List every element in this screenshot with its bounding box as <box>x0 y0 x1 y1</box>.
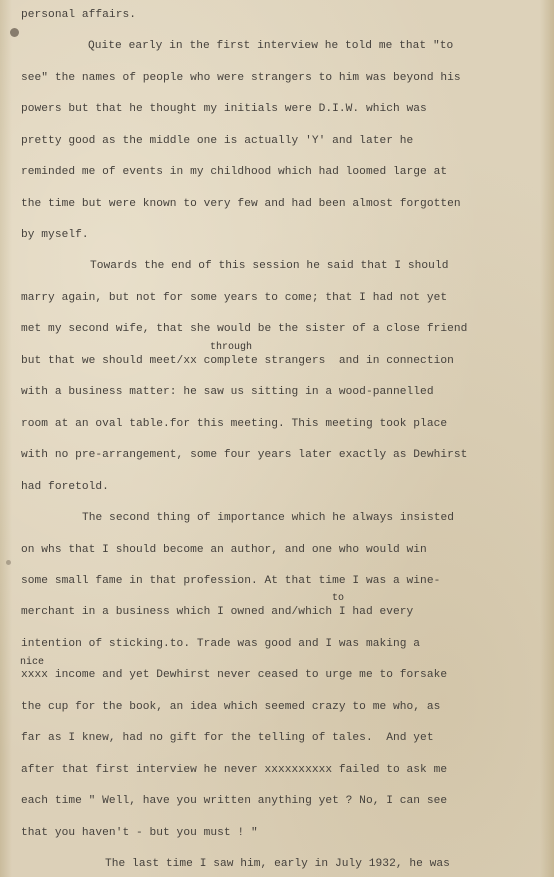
text-line: with no pre-arrangement, some four years later exactly as Dewhirst <box>21 449 468 461</box>
text-line: the cup for the book, an idea which seemed crazy to me who, as <box>21 701 441 713</box>
text-line: merchant in a business which I owned and/which I had every <box>21 606 414 618</box>
handwritten-insertion: through <box>210 342 253 353</box>
text-line: reminded me of events in my childhood which had loomed large at <box>21 166 448 178</box>
text-line: each time " Well, have you written anything yet ? No, I can see <box>21 795 448 807</box>
text-line: far as I knew, had no gift for the telling of tales. And yet <box>21 732 434 744</box>
text-line: on whs that I should become an author, and one who would win <box>21 544 427 556</box>
text-line: room at an oval table.for this meeting. This meeting took place <box>21 418 448 430</box>
handwritten-insertion: to <box>332 593 345 604</box>
text-line: Towards the end of this session he said that I should <box>90 260 449 272</box>
text-line: with a business matter: he saw us sitting in a wood-pannelled <box>21 386 434 398</box>
text-line: personal affairs. <box>21 9 136 21</box>
text-line: The second thing of importance which he always insisted <box>82 512 454 524</box>
text-line: marry again, but not for some years to come; that I had not yet <box>21 292 448 304</box>
text-line: by myself. <box>21 229 89 241</box>
handwritten-insertion: nice <box>20 657 45 668</box>
text-line: had foretold. <box>21 481 109 493</box>
text-line: met my second wife, that she would be the sister of a close friend <box>21 323 468 335</box>
text-line: after that first interview he never xxxxxxxxxx failed to ask me <box>21 764 448 776</box>
text-line: Quite early in the first interview he told me that "to <box>88 40 454 52</box>
text-line: The last time I saw him, early in July 1932, he was <box>105 858 450 870</box>
ink-smudge <box>10 28 19 37</box>
text-line: pretty good as the middle one is actually 'Y' and later he <box>21 135 414 147</box>
text-line: some small fame in that profession. At that time I was a wine- <box>21 575 441 587</box>
text-line: powers but that he thought my initials were D.I.W. which was <box>21 103 427 115</box>
text-line: xxxx income and yet Dewhirst never ceased to urge me to forsake <box>21 669 448 681</box>
text-line: see" the names of people who were strangers to him was beyond his <box>21 72 461 84</box>
text-line: that you haven't - but you must ! " <box>21 827 258 839</box>
ink-smudge <box>6 560 11 565</box>
text-line: but that we should meet/xx complete strangers and in connection <box>21 355 454 367</box>
text-line: intention of sticking.to. Trade was good and I was making a <box>21 638 421 650</box>
text-line: the time but were known to very few and had been almost forgotten <box>21 198 461 210</box>
